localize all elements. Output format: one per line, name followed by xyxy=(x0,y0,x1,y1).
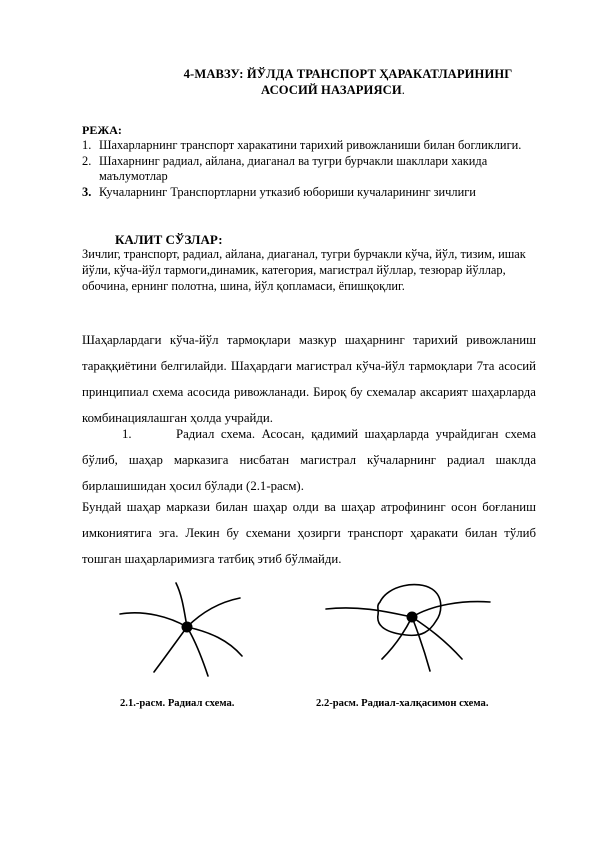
paragraph-radial-line3: бирлашишидан ҳосил бўлади (2.1-расм). xyxy=(82,479,304,493)
radial-street xyxy=(187,598,240,627)
radial-street xyxy=(382,617,412,659)
topic-title-period: . xyxy=(401,83,405,97)
figure-caption-radial: 2.1.-расм. Радиал схема. xyxy=(120,698,235,709)
plan-heading: РЕЖА: xyxy=(82,123,122,137)
radial-street xyxy=(326,608,412,617)
keywords-text: Зичлиг, транспорт, радиал, айлана, диаганал, тугри бурчакли кўча, йўл, тизим, ишак йўли, кўча-йўл тармоги,динамик, категория, магистрал йўллар, тезюрар йўллар, обочина, ернинг полотна, шина, йўл қопламаси, ёпишқоқлиг. xyxy=(82,247,526,293)
list-number: 1. xyxy=(122,427,132,441)
topic-title-line1: 4-МАВЗУ: ЙЎЛДА ТРАНСПОРТ ҲАРАКАТЛАРИНИНГ xyxy=(183,67,513,81)
paragraph-conclusion-line1: Бундай шаҳар маркази билан шаҳар олди ва шаҳар атрофининг осон боғланиш xyxy=(82,500,536,514)
paragraph-radial-scheme xyxy=(82,421,536,499)
ring-road xyxy=(378,585,441,636)
city-center-dot xyxy=(182,622,193,633)
paragraph-conclusion-line2: имкониятига эга. Лекин бу схемани ҳозирги транспорт ҳаракати билан тўлиб xyxy=(82,526,536,540)
figure-caption-radial-ring: 2.2-расм. Радиал-халқасимон схема. xyxy=(316,698,489,709)
city-center-dot xyxy=(407,612,418,623)
plan-item-text: Шахарнинг радиал, айлана, диаганал ва тугри бурчакли шакллари хакида маълумотлар xyxy=(99,153,488,184)
keywords-heading: КАЛИТ СЎЗЛАР: xyxy=(115,232,223,247)
paragraph-intro: Шаҳарлардаги кўча-йўл тармоқлари мазкур шаҳарнинг тарихий ривожланиш тараққиётини белгилайди. Шаҳардаги магистрал кўча-йўл тармоқлари 7та асосий принципиал схема асосида ривожланади. Бироқ бу схемалар аксарият шаҳарларда комбинациялашган ҳолда учрайди. xyxy=(82,333,536,425)
radial-scheme-figure xyxy=(110,580,260,680)
plan-list xyxy=(82,138,534,200)
plan-item-number: 1. xyxy=(82,138,92,152)
plan-item-text: Шахарларнинг транспорт харакатини тарихий ривожланиши билан богликлиги. xyxy=(99,138,522,152)
paragraph-conclusion-line3: тошган шаҳарларимизга татбиқ этиб бўлмайди. xyxy=(82,552,342,566)
plan-item xyxy=(82,138,534,154)
paragraph-radial-line2: бўлиб, шаҳар марказига нисбатан магистрал кўчаларнинг радиал шаклда xyxy=(82,453,536,467)
radial-street xyxy=(412,602,490,617)
paragraph-radial-first-line xyxy=(82,421,536,447)
plan-item xyxy=(82,154,534,185)
topic-title-line2 xyxy=(0,83,596,98)
radial-street xyxy=(154,627,187,672)
plan-item-number: 2. xyxy=(82,153,92,168)
radial-street xyxy=(176,583,187,627)
radial-street xyxy=(120,613,187,627)
paragraph-radial-conclusion xyxy=(82,494,536,572)
paragraph-radial-line1: Радиал схема. Асосан, қадимий шаҳарларда учрайдиган схема xyxy=(176,427,536,441)
topic-title-line2-text: АСОСИЙ НАЗАРИЯСИ xyxy=(261,83,402,97)
radial-ring-scheme-figure xyxy=(322,575,492,675)
plan-item-text: Кучаларнинг Транспортларни утказиб юбориши кучаларининг зичлиги xyxy=(99,184,476,199)
radial-street xyxy=(187,627,208,676)
radial-street xyxy=(412,617,430,671)
plan-item xyxy=(82,185,534,201)
plan-item-number: 3. xyxy=(82,184,92,199)
